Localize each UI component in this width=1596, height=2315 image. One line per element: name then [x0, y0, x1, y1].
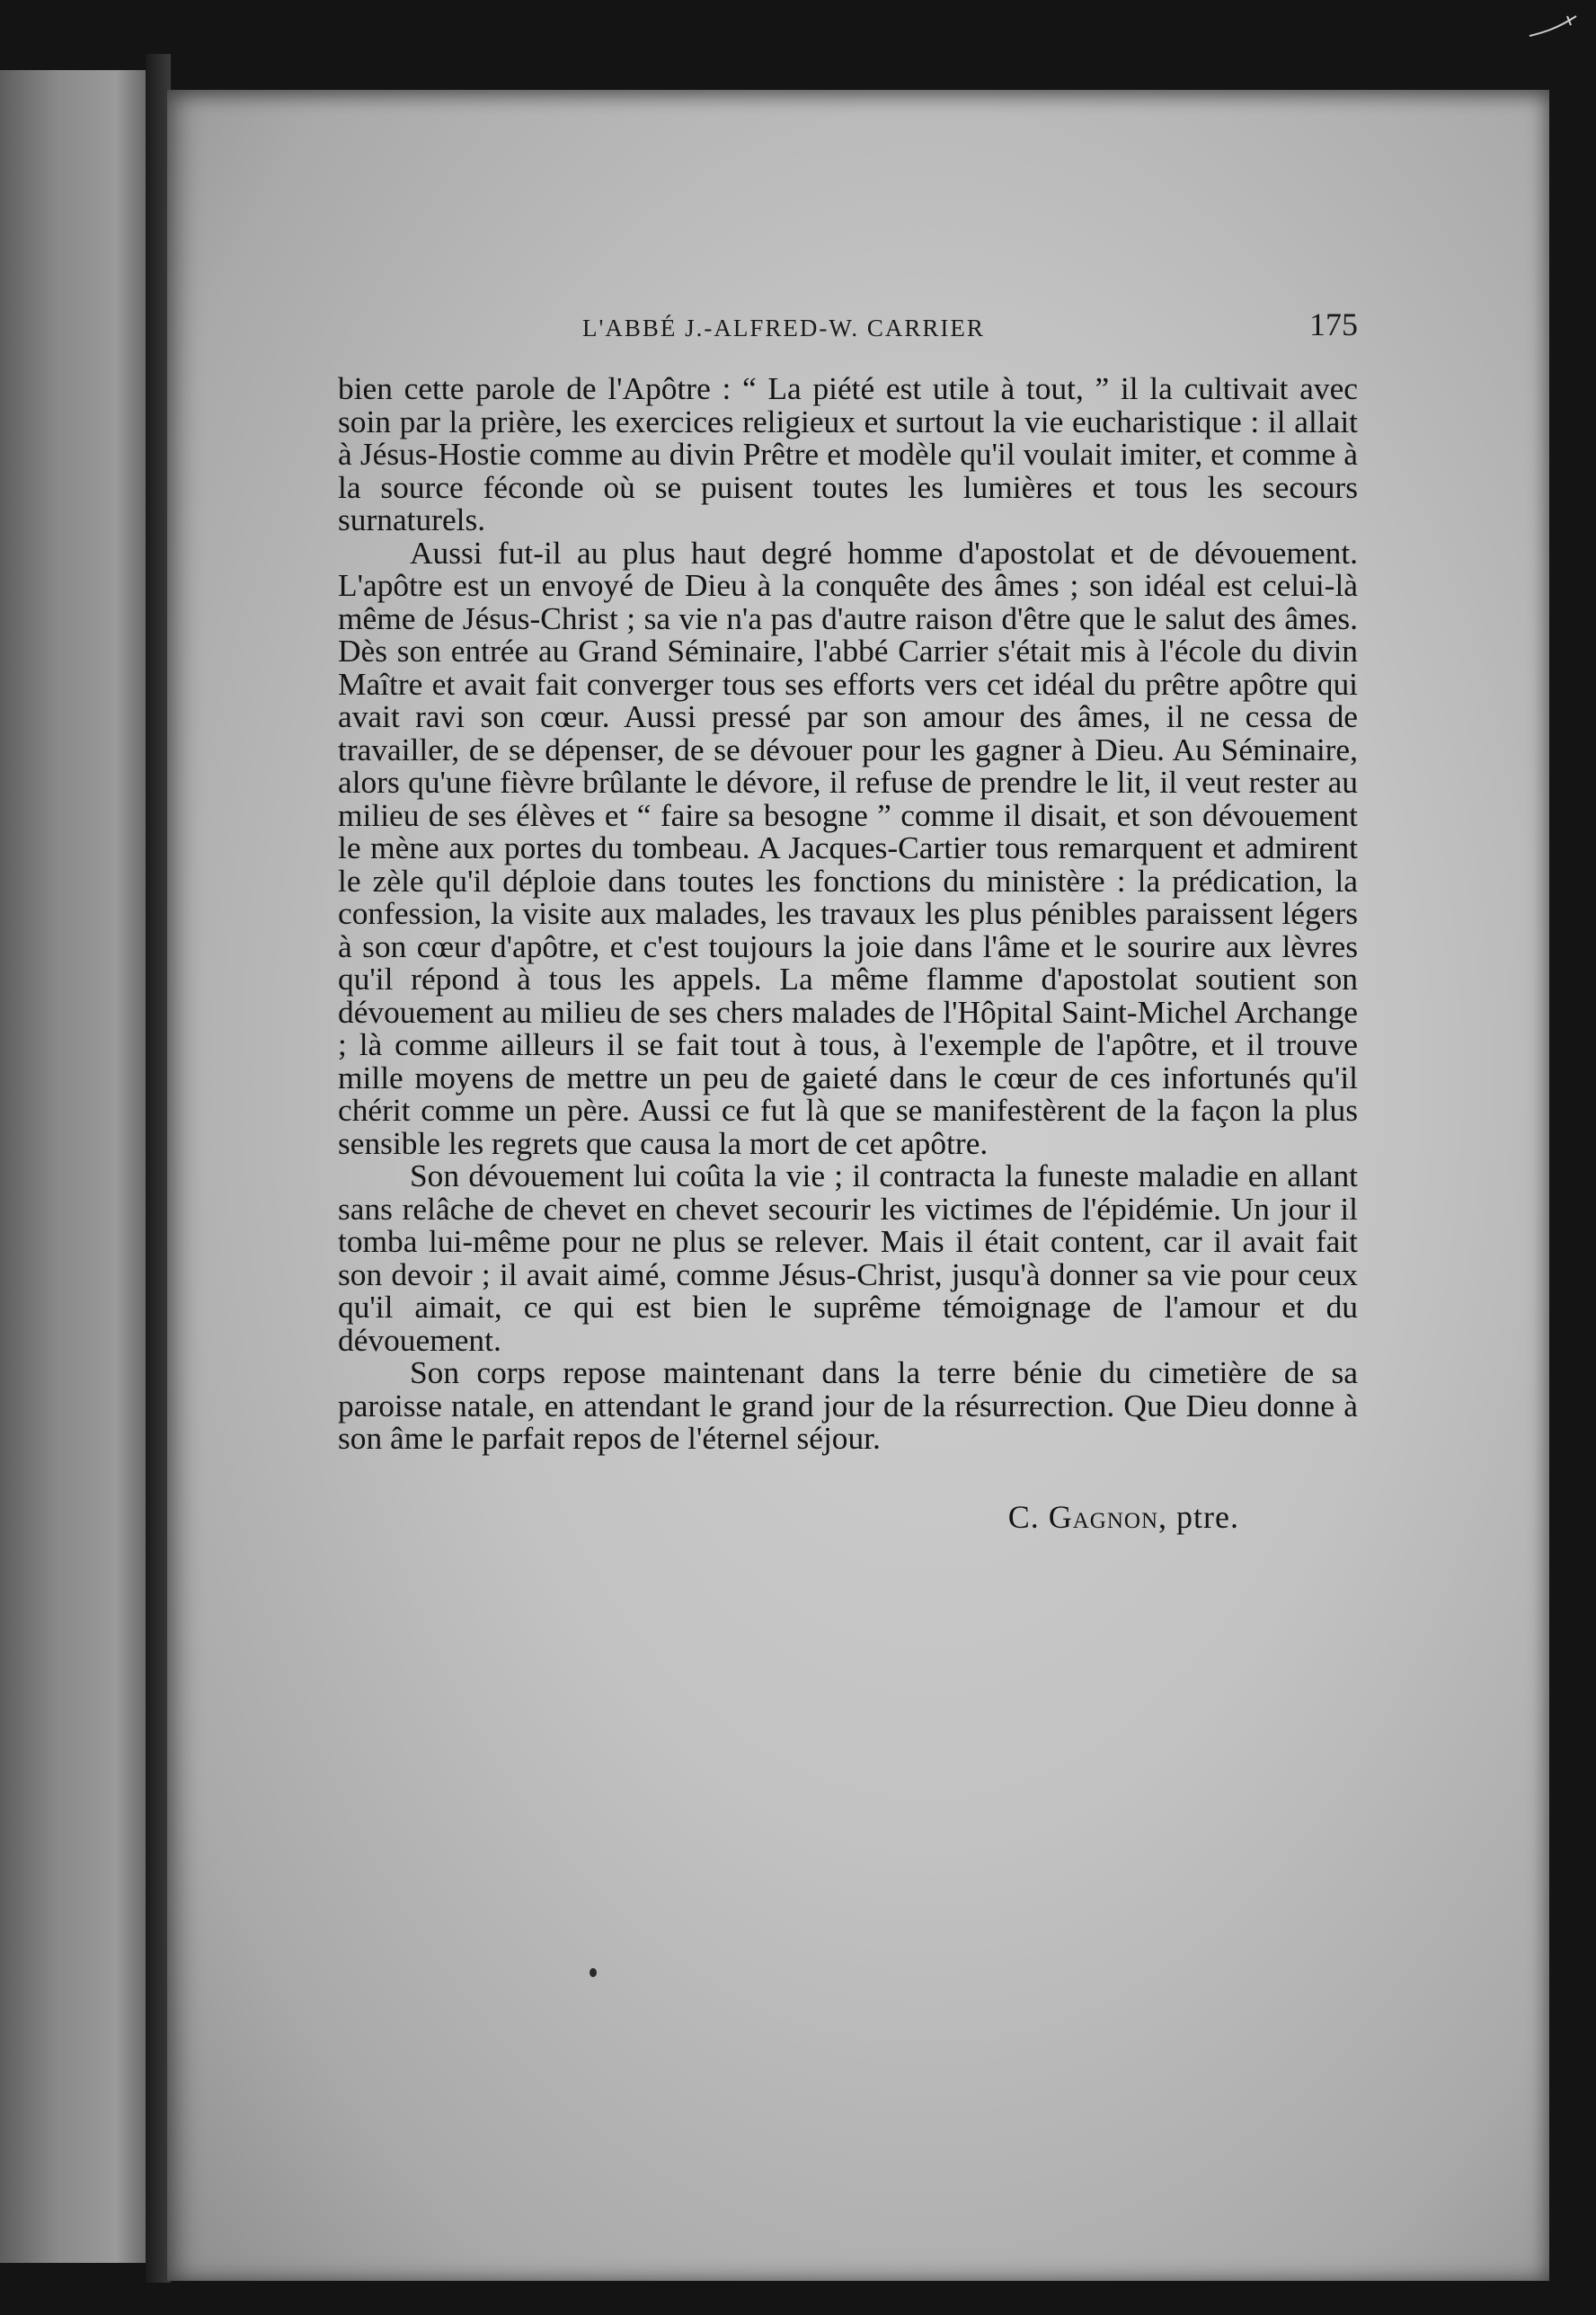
running-head	[338, 306, 1358, 359]
book-page	[167, 90, 1549, 2281]
paragraph-3: Son dévouement lui coûta la vie ; il contracta la funeste maladie en allant sans relâche de chevet en chevet secourir les victimes de l'épidémie. Un jour il tomba lui-même pour ne plus se relever. Mais il était content, car il avait fait son devoir ; il avait aimé, comme Jésus-Christ, jusqu'à donner sa vie pour ceux qu'il aimait, ce qui est bien le suprême témoignage de l'amour et du dévouement.	[338, 1158, 1358, 1358]
ink-speck	[590, 1968, 597, 1977]
signature-title: ptre.	[1176, 1498, 1239, 1535]
adjacent-page-edge	[0, 70, 146, 2263]
running-head-title: L'ABBÉ J.-ALFRED-W. CARRIER	[582, 315, 985, 341]
signature-name: Gagnon,	[1048, 1498, 1168, 1535]
page-number: 175	[1309, 306, 1358, 342]
paragraph-1: bien cette parole de l'Apôtre : “ La piété est utile à tout, ” il la cultivait avec soin par la prière, les exercices religieux et surtout la vie eucharistique : il allait à Jésus-Hostie comme au divin Prêtre et modèle qu'il voulait imiter, et comme à la source féconde où se puisent toutes les lumières et tous les secours surnaturels.	[338, 370, 1358, 537]
paragraph-2: Aussi fut-il au plus haut degré homme d'apostolat et de dévouement. L'apôtre est un envoyé de Dieu à la conquête des âmes ; son idéal est celui-là même de Jésus-Christ ; sa vie n'a pas d'autre raison d'être que le salut des âmes. Dès son entrée au Grand Séminaire, l'abbé Carrier s'était mis à l'école du divin Maître et avait fait converger tous ses efforts vers cet idéal du prêtre apôtre qui avait ravi son cœur. Aussi pressé par son amour des âmes, il ne cessa de travailler, de se dépenser, de se dévouer pour les gagner à Dieu. Au Séminaire, alors qu'une fièvre brûlante le dévore, il refuse de prendre le lit, il veut rester au milieu de ses élèves et “ faire sa besogne ” comme il disait, et son dévouement le mène aux portes du tombeau. A Jacques-Cartier tous remarquent et admirent le zèle qu'il déploie dans toutes les fonctions du ministère : la prédication, la confession, la visite aux malades, les travaux les plus pénibles paraissent légers à son cœur d'apôtre, et c'est toujours la joie dans l'âme et le sourire aux lèvres qu'il répond à tous les appels. La même flamme d'apostolat soutient son dévouement au milieu de ses chers malades de l'Hôpital Saint-Michel Archange ; là comme ailleurs il se fait tout à tous, à l'exemple de l'apôtre, et il trouve mille moyens de mettre un peu de gaieté dans le cœur de ces infortunés qu'il chérit comme un père. Aussi ce fut là que se manifestèrent de la façon la plus sensible les regrets que causa la mort de cet apôtre.	[338, 534, 1358, 1161]
page-content	[338, 306, 1358, 1536]
body-text	[338, 372, 1358, 1455]
scan-corner-mark-icon	[1526, 13, 1580, 40]
signature-initial: C.	[1007, 1498, 1040, 1535]
paragraph-4: Son corps repose maintenant dans la terre bénie du cimetière de sa paroisse natale, en attendant le grand jour de la résurrection. Que Dieu donne à son âme le parfait repos de l'éternel séjour.	[338, 1354, 1358, 1456]
signature	[338, 1498, 1358, 1536]
